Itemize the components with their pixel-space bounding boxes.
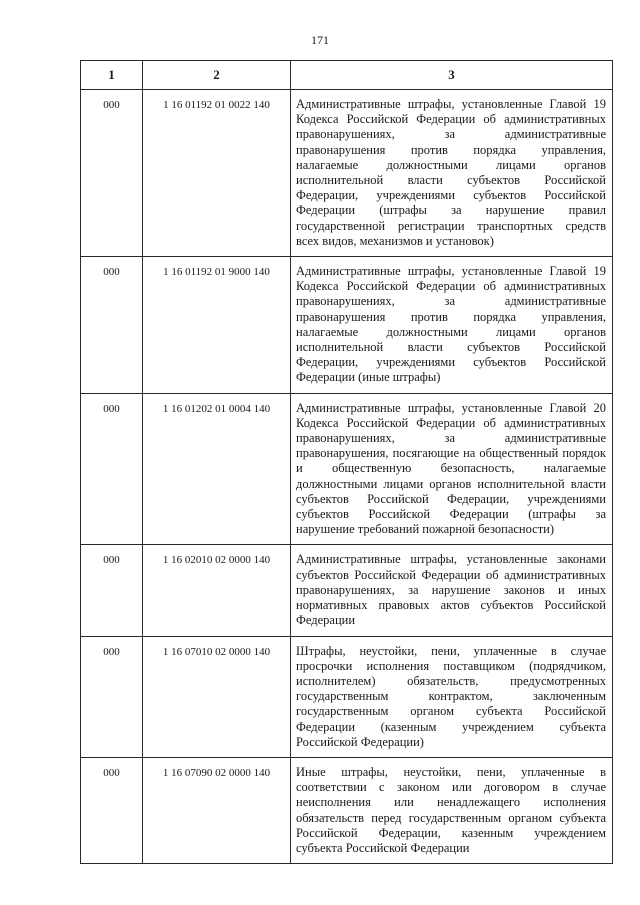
budget-classification-code-cell: 1 16 07090 02 0000 140 xyxy=(143,757,291,863)
table-body xyxy=(81,90,613,864)
admin-code-cell: 000 xyxy=(81,636,143,757)
admin-code-cell: 000 xyxy=(81,757,143,863)
description-line: нормативных правовых актов субъектов Российской xyxy=(296,598,606,613)
description-line: правонарушениях, за административные xyxy=(296,127,606,142)
description-line: исполнительной власти субъектов Российской xyxy=(296,340,606,355)
revenue-description-cell xyxy=(291,545,613,636)
description-line: Кодекса Российской Федерации об административных xyxy=(296,112,606,127)
description-line: правонарушения против порядка управления, xyxy=(296,142,606,157)
admin-code-cell: 000 xyxy=(81,545,143,636)
description-line: правонарушения, посягающие на общественный порядок xyxy=(296,446,606,461)
description-line: Иные штрафы, неустойки, пени, уплаченные в xyxy=(296,764,606,779)
table-row xyxy=(81,636,613,757)
description-line: и общественную безопасность, налагаемые xyxy=(296,461,606,476)
table-row xyxy=(81,545,613,636)
description-line: правонарушениях, за административные xyxy=(296,431,606,446)
revenue-description-cell xyxy=(291,257,613,394)
description-line: государственной регистрации транспортных средств xyxy=(296,218,606,233)
budget-classification-code-cell: 1 16 01192 01 0022 140 xyxy=(143,90,291,257)
description-line: правонарушения против порядка управления, xyxy=(296,309,606,324)
description-line: Административные штрафы, установленные Главой 19 xyxy=(296,264,606,279)
description-line: Федерации (казенным учреждением субъекта xyxy=(296,719,606,734)
description-line: государственным органом субъекта Российской xyxy=(296,704,606,719)
column-header-3: 3 xyxy=(291,61,613,90)
revenue-description-cell xyxy=(291,90,613,257)
budget-classification-code-cell: 1 16 01202 01 0004 140 xyxy=(143,393,291,545)
description-line: всех видов, механизмов и установок) xyxy=(296,233,494,248)
admin-code-cell: 000 xyxy=(81,393,143,545)
column-header-1: 1 xyxy=(81,61,143,90)
revenue-description-cell xyxy=(291,757,613,863)
description-line: Федерации, учреждениями субъектов Российской xyxy=(296,355,606,370)
description-line: субъектов Российской Федерации, учреждениями xyxy=(296,491,606,506)
description-line: налагаемые должностными лицами органов xyxy=(296,324,606,339)
description-line: субъектов Российской Федерации (штрафы за xyxy=(296,507,606,522)
admin-code-cell: 000 xyxy=(81,257,143,394)
description-line: государственным контрактом, заключенным xyxy=(296,689,606,704)
budget-classification-code-cell: 1 16 01192 01 9000 140 xyxy=(143,257,291,394)
admin-code-cell: 000 xyxy=(81,90,143,257)
description-line: Федерации (штрафы за нарушение правил xyxy=(296,203,606,218)
revenue-codes-table xyxy=(80,60,613,864)
revenue-description-cell xyxy=(291,636,613,757)
table-header-row xyxy=(81,61,613,90)
description-line: правонарушениях, за административные xyxy=(296,294,606,309)
description-line: нарушение требований пожарной безопасности) xyxy=(296,522,555,537)
description-line: Федерации, учреждениями субъектов Российской xyxy=(296,188,606,203)
description-line: налагаемые должностными лицами органов xyxy=(296,157,606,172)
description-line: исполнительной власти субъектов Российской xyxy=(296,173,606,188)
table-row xyxy=(81,757,613,863)
description-line: соответствии с законом или договором в случае xyxy=(296,780,606,795)
table-row xyxy=(81,90,613,257)
description-line: Административные штрафы, установленные Главой 20 xyxy=(296,400,606,415)
description-line: Федерации xyxy=(296,613,356,628)
description-line: Российской Федерации, казенным учреждением xyxy=(296,825,606,840)
description-line: Административные штрафы, установленные законами xyxy=(296,552,606,567)
description-line: должностными лицами органов исполнительной власти xyxy=(296,476,606,491)
description-line: обязательств перед государственным органом субъекта xyxy=(296,810,606,825)
description-line: Административные штрафы, установленные Главой 19 xyxy=(296,97,606,111)
description-line: исполнителем) обязательств, предусмотренных xyxy=(296,673,606,688)
description-line: Российской Федерации) xyxy=(296,734,424,749)
description-line: Кодекса Российской Федерации об административных xyxy=(296,415,606,430)
budget-classification-code-cell: 1 16 07010 02 0000 140 xyxy=(143,636,291,757)
budget-classification-code-cell: 1 16 02010 02 0000 140 xyxy=(143,545,291,636)
description-line: Кодекса Российской Федерации об административных xyxy=(296,279,606,294)
page-number: 171 xyxy=(311,33,329,47)
description-line: неисполнения или ненадлежащего исполнения xyxy=(296,795,606,810)
description-line: субъектов Российской Федерации об административных xyxy=(296,567,606,582)
description-line: Штрафы, неустойки, пени, уплаченные в случае xyxy=(296,643,606,658)
table-row xyxy=(81,393,613,545)
description-line: Федерации (иные штрафы) xyxy=(296,370,441,385)
description-line: субъекта Российской Федерации xyxy=(296,840,470,855)
description-line: просрочки исполнения поставщиком (подрядчиком, xyxy=(296,658,606,673)
table-row xyxy=(81,257,613,394)
column-header-2: 2 xyxy=(143,61,291,90)
description-line: правонарушениях, за нарушение законов и иных xyxy=(296,582,606,597)
revenue-description-cell xyxy=(291,393,613,545)
